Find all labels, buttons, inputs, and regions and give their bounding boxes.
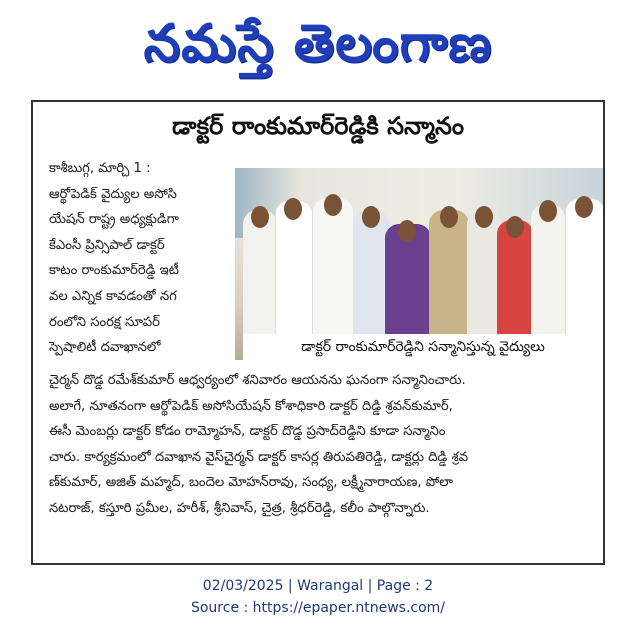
photo-person-head bbox=[362, 206, 380, 228]
lead-line: కాశీబుగ్గ, మార్చి 1 : bbox=[49, 161, 151, 176]
lead-line: యేషన్ రాష్ట్ర అధ్యక్షుడిగా bbox=[49, 212, 179, 228]
footer-date-edition: 02/03/2025 | Warangal | Page : 2 bbox=[202, 578, 434, 594]
body-line: ణ్‌కుమార్, అజిత్ మహ్మద్, బందెల మోహన్‌రావు, సంధ్య, లక్ష్మీనారాయణ, పోలా bbox=[49, 475, 453, 491]
body-line: ఈసీ మెంబర్లు డాక్టర్ కోడం రామ్మోహన్, డాక్టర్ దొడ్డ ప్రసాద్‌రెడ్డిని కూడా సన్మానిం bbox=[49, 424, 446, 440]
newspaper-masthead: నమస్తే తెలంగాణ bbox=[143, 14, 493, 74]
footer-source-link[interactable]: Source : https://epaper.ntnews.com/ bbox=[190, 600, 446, 616]
body-line: నటరాజ్, కస్తూరి ప్రమీల, హరీశ్, శ్రీనివాస్, చైత్ర, శ్రీధర్‌రెడ్డి, కలీం పాల్గొన్నారు. bbox=[49, 500, 430, 516]
photo-person-head bbox=[251, 206, 269, 228]
lead-line: ఆర్థోపెడిక్ వైద్యుల అసోసి bbox=[49, 186, 177, 202]
article-headline: డాక్టర్ రాంకుమార్‌రెడ్డికి సన్మానం bbox=[171, 112, 465, 140]
lead-line: స్పెషాలిటీ దవాఖానలో bbox=[49, 340, 161, 356]
body-line: చారు. కార్యక్రమంలో దవాఖాన వైస్‌చైర్మన్ డాక్టర్ కాసర్ల తిరుపతిరెడ్డి, డాక్టర్లు దిడ్డి శ్రవ bbox=[49, 449, 469, 465]
article-lead-column bbox=[49, 156, 231, 361]
article-photo bbox=[235, 168, 603, 360]
lead-line: కేఎంసీ ప్రిన్సిపాల్ డాక్టర్ bbox=[49, 237, 165, 253]
photo-person-head bbox=[475, 206, 493, 228]
photo-person-head bbox=[506, 216, 524, 238]
article-body bbox=[49, 368, 593, 522]
lead-line: రంలోని సంరక్ష సూపర్ bbox=[49, 314, 160, 330]
lead-line: కాటం రాంకుమార్‌రెడ్డి ఇటీ bbox=[49, 263, 179, 279]
photo-person-head bbox=[539, 200, 557, 222]
photo-person-head bbox=[440, 206, 458, 228]
photo-person-head bbox=[324, 194, 342, 216]
news-clipping bbox=[31, 100, 605, 565]
photo-person-head bbox=[284, 198, 302, 220]
source-footer bbox=[0, 575, 636, 619]
photo-person-head bbox=[575, 196, 593, 218]
lead-line: వల ఎన్నిక కావడంతో నగ bbox=[49, 288, 177, 304]
body-line: చైర్మన్ దొడ్డ రమేశ్‌కుమార్ ఆధ్వర్యంలో శనివారం ఆయనను ఘనంగా సన్మానించారు. bbox=[49, 373, 466, 388]
photo-caption: డాక్టర్ రాంకుమార్‌రెడ్డిని సన్మానిస్తున్న వైద్యులు bbox=[243, 334, 603, 360]
body-line: అలాగే, నూతనంగా ఆర్థోపెడిక్ అసోసియేషన్ కోశాధికారి డాక్టర్ దిడ్డి శ్రవన్‌కుమార్, bbox=[49, 398, 453, 414]
photo-person-head bbox=[398, 220, 416, 242]
